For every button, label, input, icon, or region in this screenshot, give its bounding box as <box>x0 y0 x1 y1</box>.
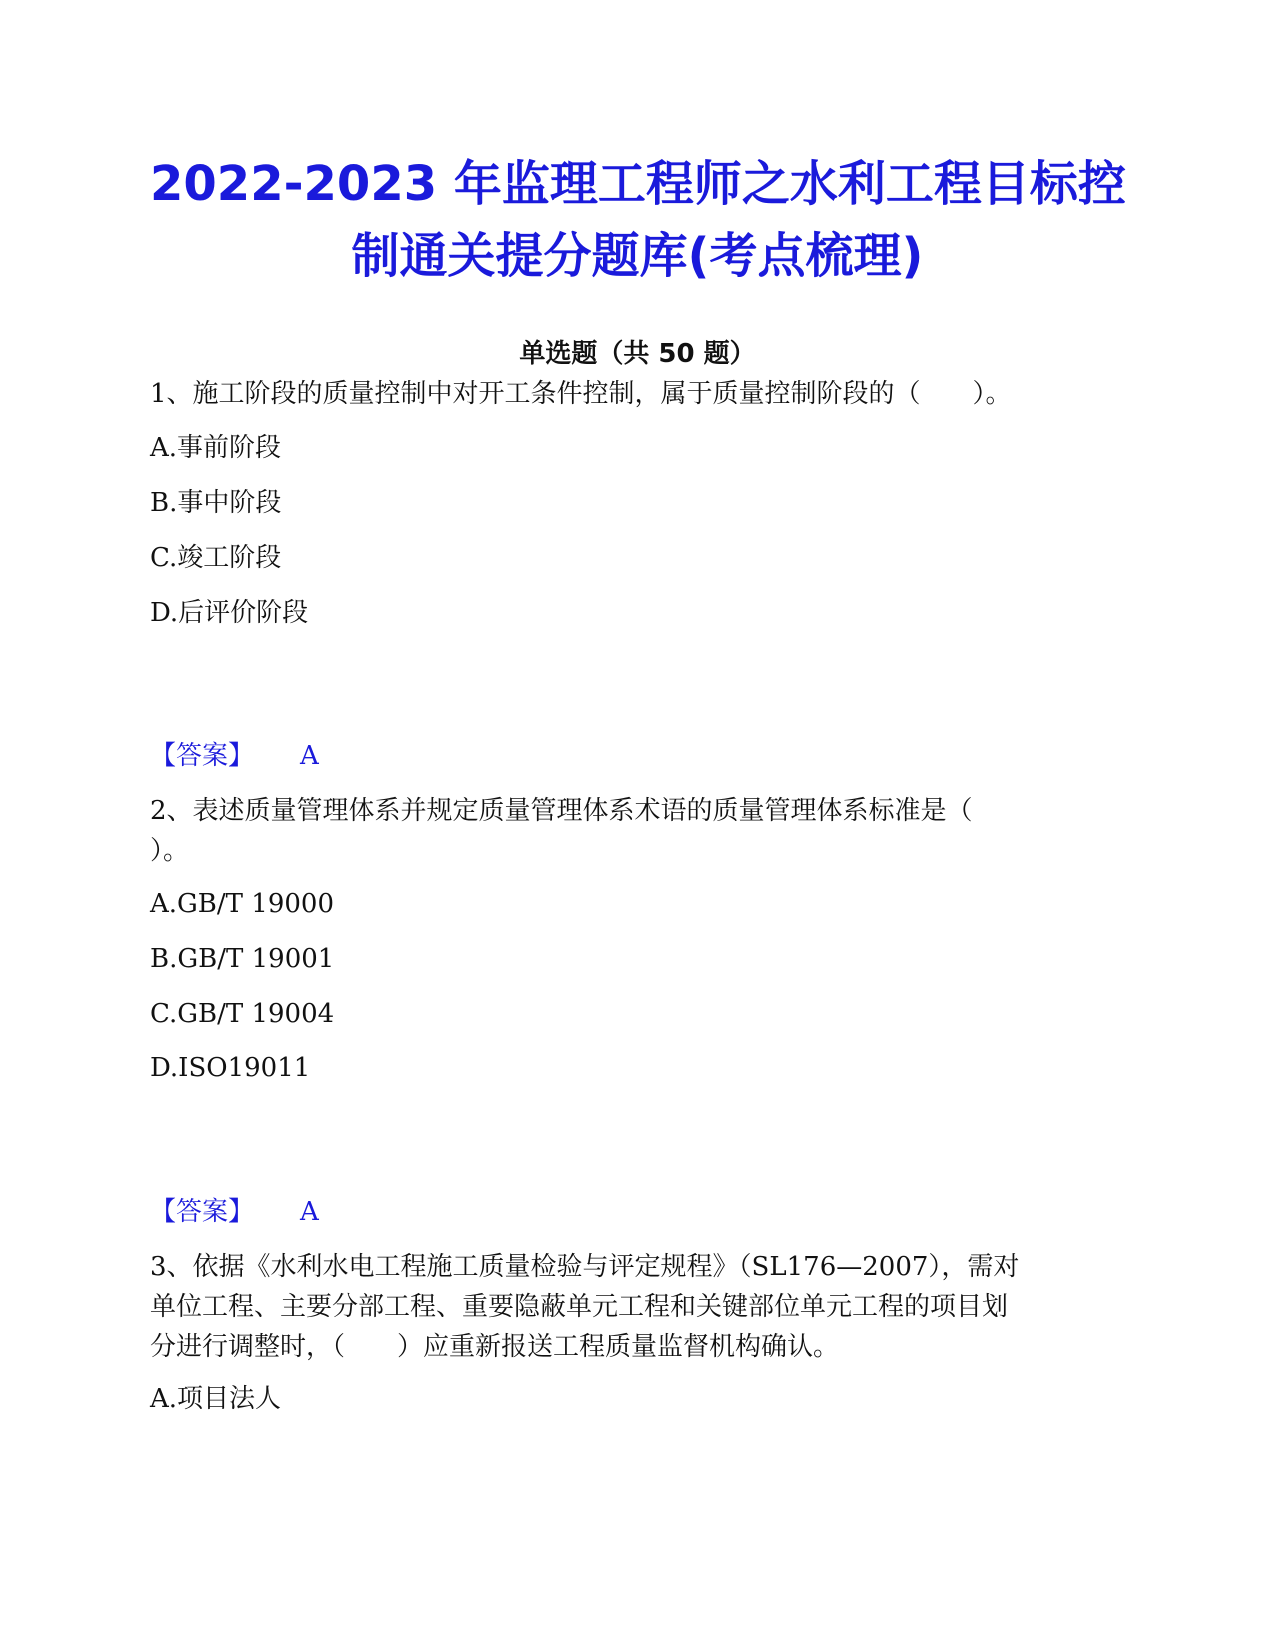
title-line-1: 2022-2023 年监理工程师之水利工程目标控 <box>150 156 1126 212</box>
question-2-stem <box>150 791 1110 871</box>
answer-label: 【答案】 <box>150 1197 255 1227</box>
question-2-stem-line-1: 2、表述质量管理体系并规定质量管理体系术语的质量管理体系标准是（ <box>150 796 973 826</box>
question-3-stem-line-3: 分进行调整时，（ ）应重新报送工程质量监督机构确认。 <box>150 1332 840 1362</box>
question-1-option-d: D.后评价阶段 <box>150 598 309 628</box>
question-1-option-c: C.竣工阶段 <box>150 543 282 573</box>
question-2-option-a: A.GB/T 19000 <box>150 889 334 919</box>
question-3-stem-line-1: 3、依据《水利水电工程施工质量检验与评定规程》（SL176—2007），需对 <box>150 1252 1020 1282</box>
section-heading: 单选题（共 50 题） <box>519 339 756 369</box>
document-title <box>150 148 1125 292</box>
answer-value: A <box>300 741 319 771</box>
question-2-answer <box>150 1192 319 1232</box>
question-1-stem <box>150 374 1110 414</box>
question-3-stem-line-2: 单位工程、主要分部工程、重要隐蔽单元工程和关键部位单元工程的项目划 <box>150 1292 1009 1322</box>
question-2-option-b: B.GB/T 19001 <box>150 944 335 974</box>
answer-value: A <box>300 1197 319 1227</box>
question-2-option-d: D.ISO19011 <box>150 1053 311 1083</box>
question-1-option-a: A.事前阶段 <box>150 433 282 463</box>
question-1-option-b: B.事中阶段 <box>150 488 282 518</box>
question-1-answer <box>150 736 319 776</box>
question-3-option-a: A.项目法人 <box>150 1384 282 1414</box>
question-1-stem-line: 1、施工阶段的质量控制中对开工条件控制，属于质量控制阶段的（ ）。 <box>150 379 1012 409</box>
answer-label: 【答案】 <box>150 741 255 771</box>
question-3-stem <box>150 1247 1110 1367</box>
title-line-2: 制通关提分题库(考点梳理) <box>351 228 924 284</box>
question-2-stem-line-2: ）。 <box>150 836 190 866</box>
question-2-option-c: C.GB/T 19004 <box>150 999 335 1029</box>
